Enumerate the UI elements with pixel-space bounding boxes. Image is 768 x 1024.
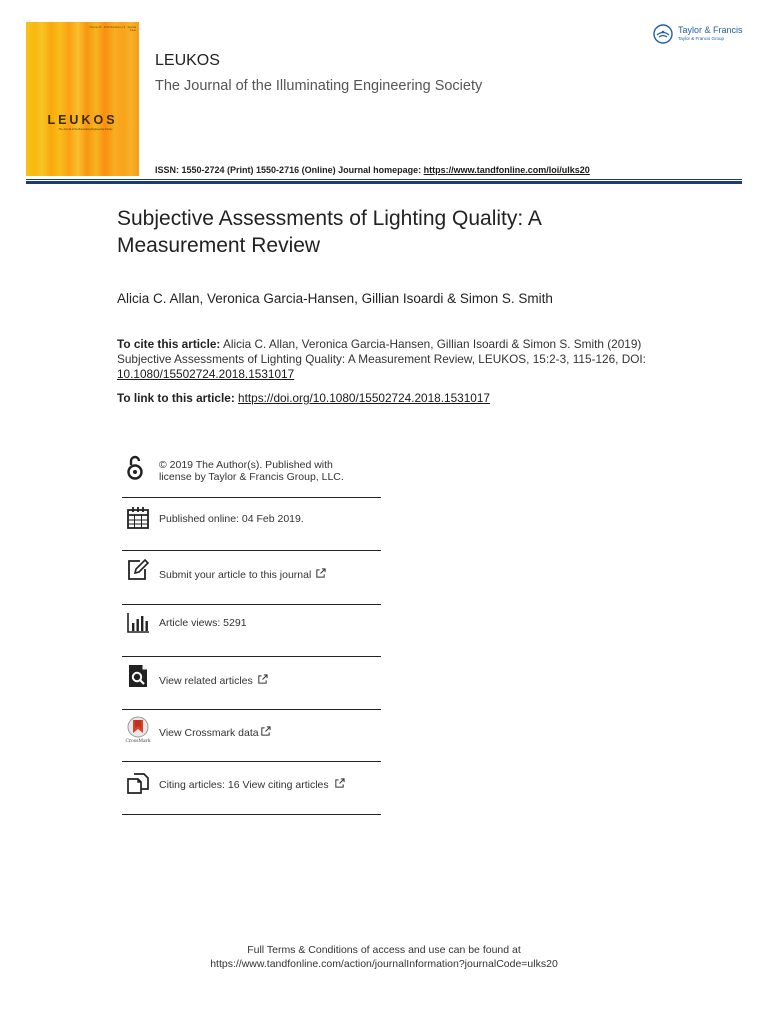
article-authors: Alicia C. Allan, Veronica Garcia-Hansen, Gillian Isoardi & Simon S. Smith	[117, 291, 553, 306]
license-item	[122, 452, 381, 488]
divider	[122, 604, 381, 605]
submit-article-link[interactable]	[159, 568, 326, 581]
published-item	[122, 505, 381, 533]
issn-text: ISSN: 1550-2724 (Print) 1550-2716 (Online) Journal homepage:	[155, 165, 422, 175]
header-rule	[26, 181, 742, 184]
footer-terms	[0, 943, 768, 971]
cover-subtitle: The Journal of the Illuminating Engineering Society	[58, 128, 113, 131]
article-views-item	[122, 611, 381, 639]
crossmark-logo	[126, 716, 150, 746]
footer-line-1: Full Terms & Conditions of access and use can be found at	[247, 944, 521, 956]
journal-cover	[26, 22, 139, 176]
citing-articles-label: Citing articles: 16 View citing articles	[159, 779, 329, 791]
crossmark-logo-text: CrossMark	[125, 739, 151, 744]
publisher-logo[interactable]	[653, 22, 745, 46]
cite-doi-link[interactable]: 10.1080/15502724.2018.1531017	[117, 367, 295, 381]
article-title: Subjective Assessments of Lighting Quality: A Measurement Review	[117, 207, 541, 257]
taylor-francis-logo-icon	[653, 24, 673, 44]
license-text	[159, 459, 344, 483]
publisher-name: Taylor & Francis	[678, 25, 743, 35]
cover-title: LEUKOS	[47, 113, 118, 127]
header-rule-thin	[26, 179, 742, 180]
footer-terms-link[interactable]: https://www.tandfonline.com/action/journalInformation?journalCode=ulks20	[210, 958, 558, 970]
open-access-icon	[126, 454, 144, 482]
external-link-icon	[334, 778, 345, 789]
cite-block	[117, 337, 647, 382]
citing-articles-link[interactable]	[159, 778, 345, 791]
calendar-icon	[126, 506, 150, 530]
article-doi-link[interactable]: https://doi.org/10.1080/15502724.2018.1531017	[238, 391, 490, 405]
cover-top-text: Volume 15 · 2019 Numbers 2-3 · Special Issue	[89, 26, 136, 33]
citing-articles-item[interactable]	[122, 769, 381, 799]
divider	[122, 761, 381, 762]
publisher-group: Taylor & Francis Group	[678, 36, 725, 41]
external-link-icon	[315, 568, 326, 579]
cite-text: Alicia C. Allan, Veronica Garcia-Hansen, Gillian Isoardi & Simon S. Smith (2019) Subjective Assessments of Lighting Quality: A Measurement Review, LEUKOS, 15:2-3, 115-126, DOI:	[117, 337, 646, 366]
related-articles-label: View related articles	[159, 675, 253, 687]
journal-full-name: The Journal of the Illuminating Engineering Society	[155, 78, 483, 94]
license-line-2: license by Taylor & Francis Group, LLC.	[159, 471, 344, 483]
published-text: Published online: 04 Feb 2019.	[159, 513, 304, 525]
divider	[122, 814, 381, 815]
crossmark-icon	[126, 716, 150, 738]
crossmark-item[interactable]	[122, 716, 381, 748]
external-link-icon	[257, 674, 268, 685]
link-label: To link to this article:	[117, 391, 235, 405]
search-document-icon	[126, 664, 150, 688]
submit-article-label: Submit your article to this journal	[159, 569, 312, 581]
divider	[122, 497, 381, 498]
license-line-1: © 2019 The Author(s). Published with	[159, 459, 333, 471]
related-articles-link[interactable]	[159, 674, 268, 687]
cite-label: To cite this article:	[117, 337, 221, 351]
issn-line	[155, 165, 590, 175]
link-line	[117, 391, 490, 405]
journal-name: LEUKOS	[155, 52, 220, 69]
divider	[122, 550, 381, 551]
external-link-icon	[260, 726, 271, 737]
journal-homepage-link[interactable]: https://www.tandfonline.com/loi/ulks20	[423, 165, 590, 175]
related-articles-item[interactable]	[122, 664, 381, 694]
submit-article-item[interactable]	[122, 558, 381, 588]
crossmark-link[interactable]	[159, 726, 271, 739]
crossmark-label: View Crossmark data	[159, 727, 259, 739]
edit-icon	[126, 558, 150, 582]
bar-chart-icon	[126, 611, 150, 635]
citing-icon	[126, 771, 150, 795]
divider	[122, 656, 381, 657]
divider	[122, 709, 381, 710]
article-views-text: Article views: 5291	[159, 617, 247, 629]
